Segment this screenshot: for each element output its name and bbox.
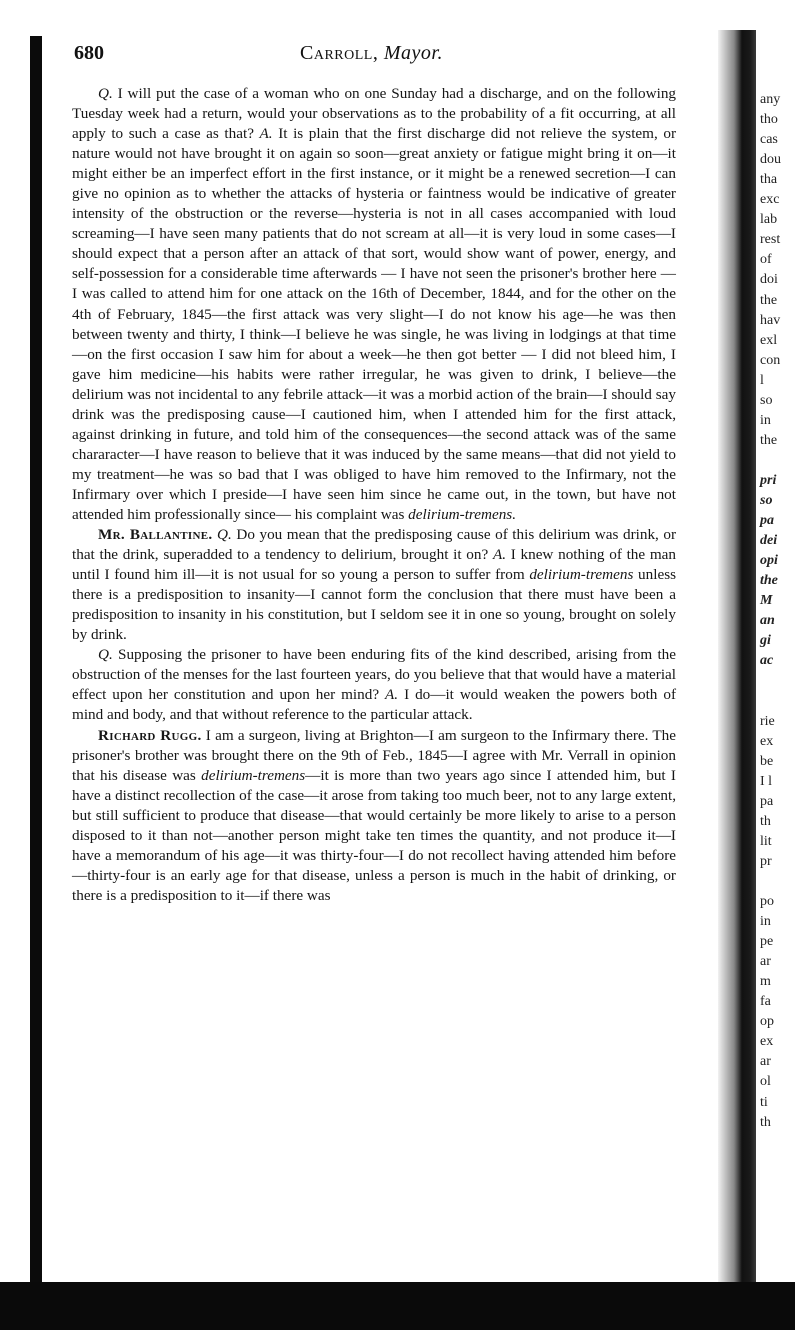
facing-page-line: pri <box>760 473 777 488</box>
facing-page-line: of <box>760 252 772 267</box>
facing-page-line: an <box>760 613 775 628</box>
paragraph-2 <box>72 525 676 645</box>
answer-text: I knew nothing of the man until I found him ill—it is not usual for so young a person to suffer from <box>72 546 677 584</box>
facing-page-line: tho <box>760 112 778 127</box>
facing-page-line: rie <box>760 714 775 729</box>
facing-page-line: ar <box>760 1054 771 1069</box>
facing-page-line: op <box>760 1014 774 1029</box>
answer-text: It is plain that the first discharge did not relieve the system, or nature would not have brought it on again so soon—great anxiety or fatigue might bring it on—it might either be an imperfect effort in the first instance, or it might be a renewed secretion—I can give no opinion as to whether the attacks of hysteria or faintness would be indicative of greater intensity of the obstruction or the reverse—hysteria is not in all cases accompanied with loud screaming—I have seen many patients that do not scream at all—it is very loud in some cases—I should expect that a person after an attack of that sort, would show want of power, energy, and self-possession for a considerable time afterwards — I have not seen the prisoner's brother here — I was called to attend him for one attack on the 16th of December, 1844, and for the other on the 4th of February, 1845—the first attack was very slight—I do not know his age—he was then between twenty and thirty, I think—I believe he was single, he was living in lodgings at that time —on the first occasion I saw him for about a week—he then got better — I did not bleed him, I gave him medicine—his habits were rather irregular, he was given to drink, I believe—the delirium was not incidental to any febrile attack—it was a morbid action of the brain—I should say drink was the predisposing cause—I cautioned him, when I attended him for the first attack, against drinking in future, and told him of the consequences—the second attack was of the same chararacter—I have reason to believe that it was induced by the same means—that did not yield to my treatment—he was so bad that I was obliged to have him removed to the Infirmary, not the Infirmary over which I preside—I have seen him since he came out, in the town, but have not attended him professionally since— his complaint was <box>72 125 677 523</box>
facing-page-line: opi <box>760 553 778 568</box>
question-marker: Q. <box>98 85 113 102</box>
testimony-text: I am a surgeon, living at Brighton—I am surgeon to the Infirmary there. The prisoner's brother was brought there on the 9th of Feb., 1845—I agree with Mr. Verrall in opinion that his disease was <box>72 726 676 784</box>
facing-page-line: dou <box>760 152 781 167</box>
answer-text: unless there is a predisposition to insanity—I cannot form the conclusion that there must have been a predisposition to insanity in his constitution, but I seldom see it in one so young, brought on solely by drink. <box>72 566 677 644</box>
paragraph-1 <box>72 84 676 525</box>
facing-page-line: I l <box>760 774 773 789</box>
book-gutter <box>718 30 758 1285</box>
book-left-edge <box>30 36 42 1286</box>
running-head-title: Mayor. <box>383 42 443 64</box>
facing-page-line: m <box>760 974 771 989</box>
italic-term: delirium-tremens <box>201 766 306 784</box>
facing-page-line: ar <box>760 954 771 969</box>
testimony-text: —it is more than two years ago since I attended him, but I have a distinct recollection of the case—it arose from taking too much beer, not to any large extent, but still sufficient to produce that disease—that would certainly be more likely to arise to a person disposed to it than not—another person might take ten times the quantity, and not produce it—I have a memorandum of his age—it was thirty-four—I do not recollect having attended him before—thirty-four is an early age for that disease, unless a person is much in the habit of drinking, or there is a predisposition to it—if there was <box>72 766 676 904</box>
facing-page-line: in <box>760 413 771 428</box>
facing-page-line: rest <box>760 232 781 247</box>
paragraph-4 <box>72 726 676 906</box>
facing-page-line: th <box>760 1115 771 1130</box>
page-header <box>74 42 674 72</box>
scan-top-margin <box>0 0 795 22</box>
facing-page-line: ac <box>760 653 774 668</box>
facing-page-line: any <box>760 92 781 107</box>
facing-page-line: con <box>760 353 781 368</box>
facing-page-line: pe <box>760 934 774 949</box>
facing-page-line: ex <box>760 1034 774 1049</box>
answer-marker: A. <box>492 546 507 564</box>
question-marker: Q. <box>217 526 232 544</box>
facing-page-line: the <box>760 293 778 308</box>
scan-bottom-margin <box>0 1282 795 1330</box>
page-number: 680 <box>74 42 104 64</box>
facing-page-line: gi <box>760 633 771 648</box>
running-head-name: Carroll, <box>300 42 379 64</box>
facing-page-line: fa <box>760 994 771 1009</box>
speaker-name: Richard Rugg. <box>98 726 202 744</box>
question-marker: Q. <box>98 646 113 664</box>
facing-page-line: dei <box>760 533 778 548</box>
facing-page-line: doi <box>760 272 778 287</box>
facing-page-line: the <box>760 433 778 448</box>
facing-page-line: pa <box>760 794 774 809</box>
question-text: Supposing the prisoner to have been enduring fits of the kind described, arising from the obstruction of the menses for the last fourteen years, do you believe that that would have a material effect upon her constitution and upon her mind? <box>72 646 676 704</box>
facing-page-line: so <box>760 493 773 508</box>
facing-page-line: so <box>760 393 773 408</box>
facing-page-line: ti <box>760 1095 768 1110</box>
facing-page-line: pa <box>760 513 774 528</box>
answer-marker: A. <box>259 125 273 143</box>
facing-page-line: l <box>760 373 764 388</box>
answer-marker: A. <box>385 686 399 704</box>
facing-page-line: cas <box>760 132 778 147</box>
facing-page-line: in <box>760 914 771 929</box>
facing-page-line: ex <box>760 734 774 749</box>
facing-page-line: exl <box>760 333 778 348</box>
paragraph-3 <box>72 645 676 725</box>
facing-page-line: lab <box>760 212 778 227</box>
page-body <box>72 84 676 906</box>
facing-page-fragment <box>756 30 795 1282</box>
italic-term: delirium-tremens <box>529 566 634 584</box>
facing-page-line: be <box>760 754 774 769</box>
running-head <box>300 42 443 65</box>
facing-page-line: po <box>760 894 774 909</box>
facing-page-line: tha <box>760 172 778 187</box>
italic-term: delirium-tremens. <box>408 505 517 523</box>
facing-page-line: M <box>760 593 773 608</box>
facing-page-line: ol <box>760 1074 771 1089</box>
facing-page-line: hav <box>760 313 781 328</box>
facing-page-line: th <box>760 814 771 829</box>
answer-text: I do—it would weaken the powers both of mind and body, and that without reference to the particular attack. <box>72 686 676 724</box>
speaker-name: Mr. Ballantine. <box>98 526 213 544</box>
facing-page-line: the <box>760 573 778 588</box>
facing-page-line: pr <box>760 854 772 869</box>
facing-page-line: exc <box>760 192 780 207</box>
question-text: Do you mean that the predisposing cause of this delirium was drink, or that the drink, superadded to a tendency to delirium, brought it on? <box>72 526 677 564</box>
facing-page-line: lit <box>760 834 772 849</box>
question-text: I will put the case of a woman who on one Sunday had a discharge, and on the following Tuesday week had a return, would your observations as to the probability of a fit occurring, at all apply to such a case as that? <box>72 85 677 143</box>
